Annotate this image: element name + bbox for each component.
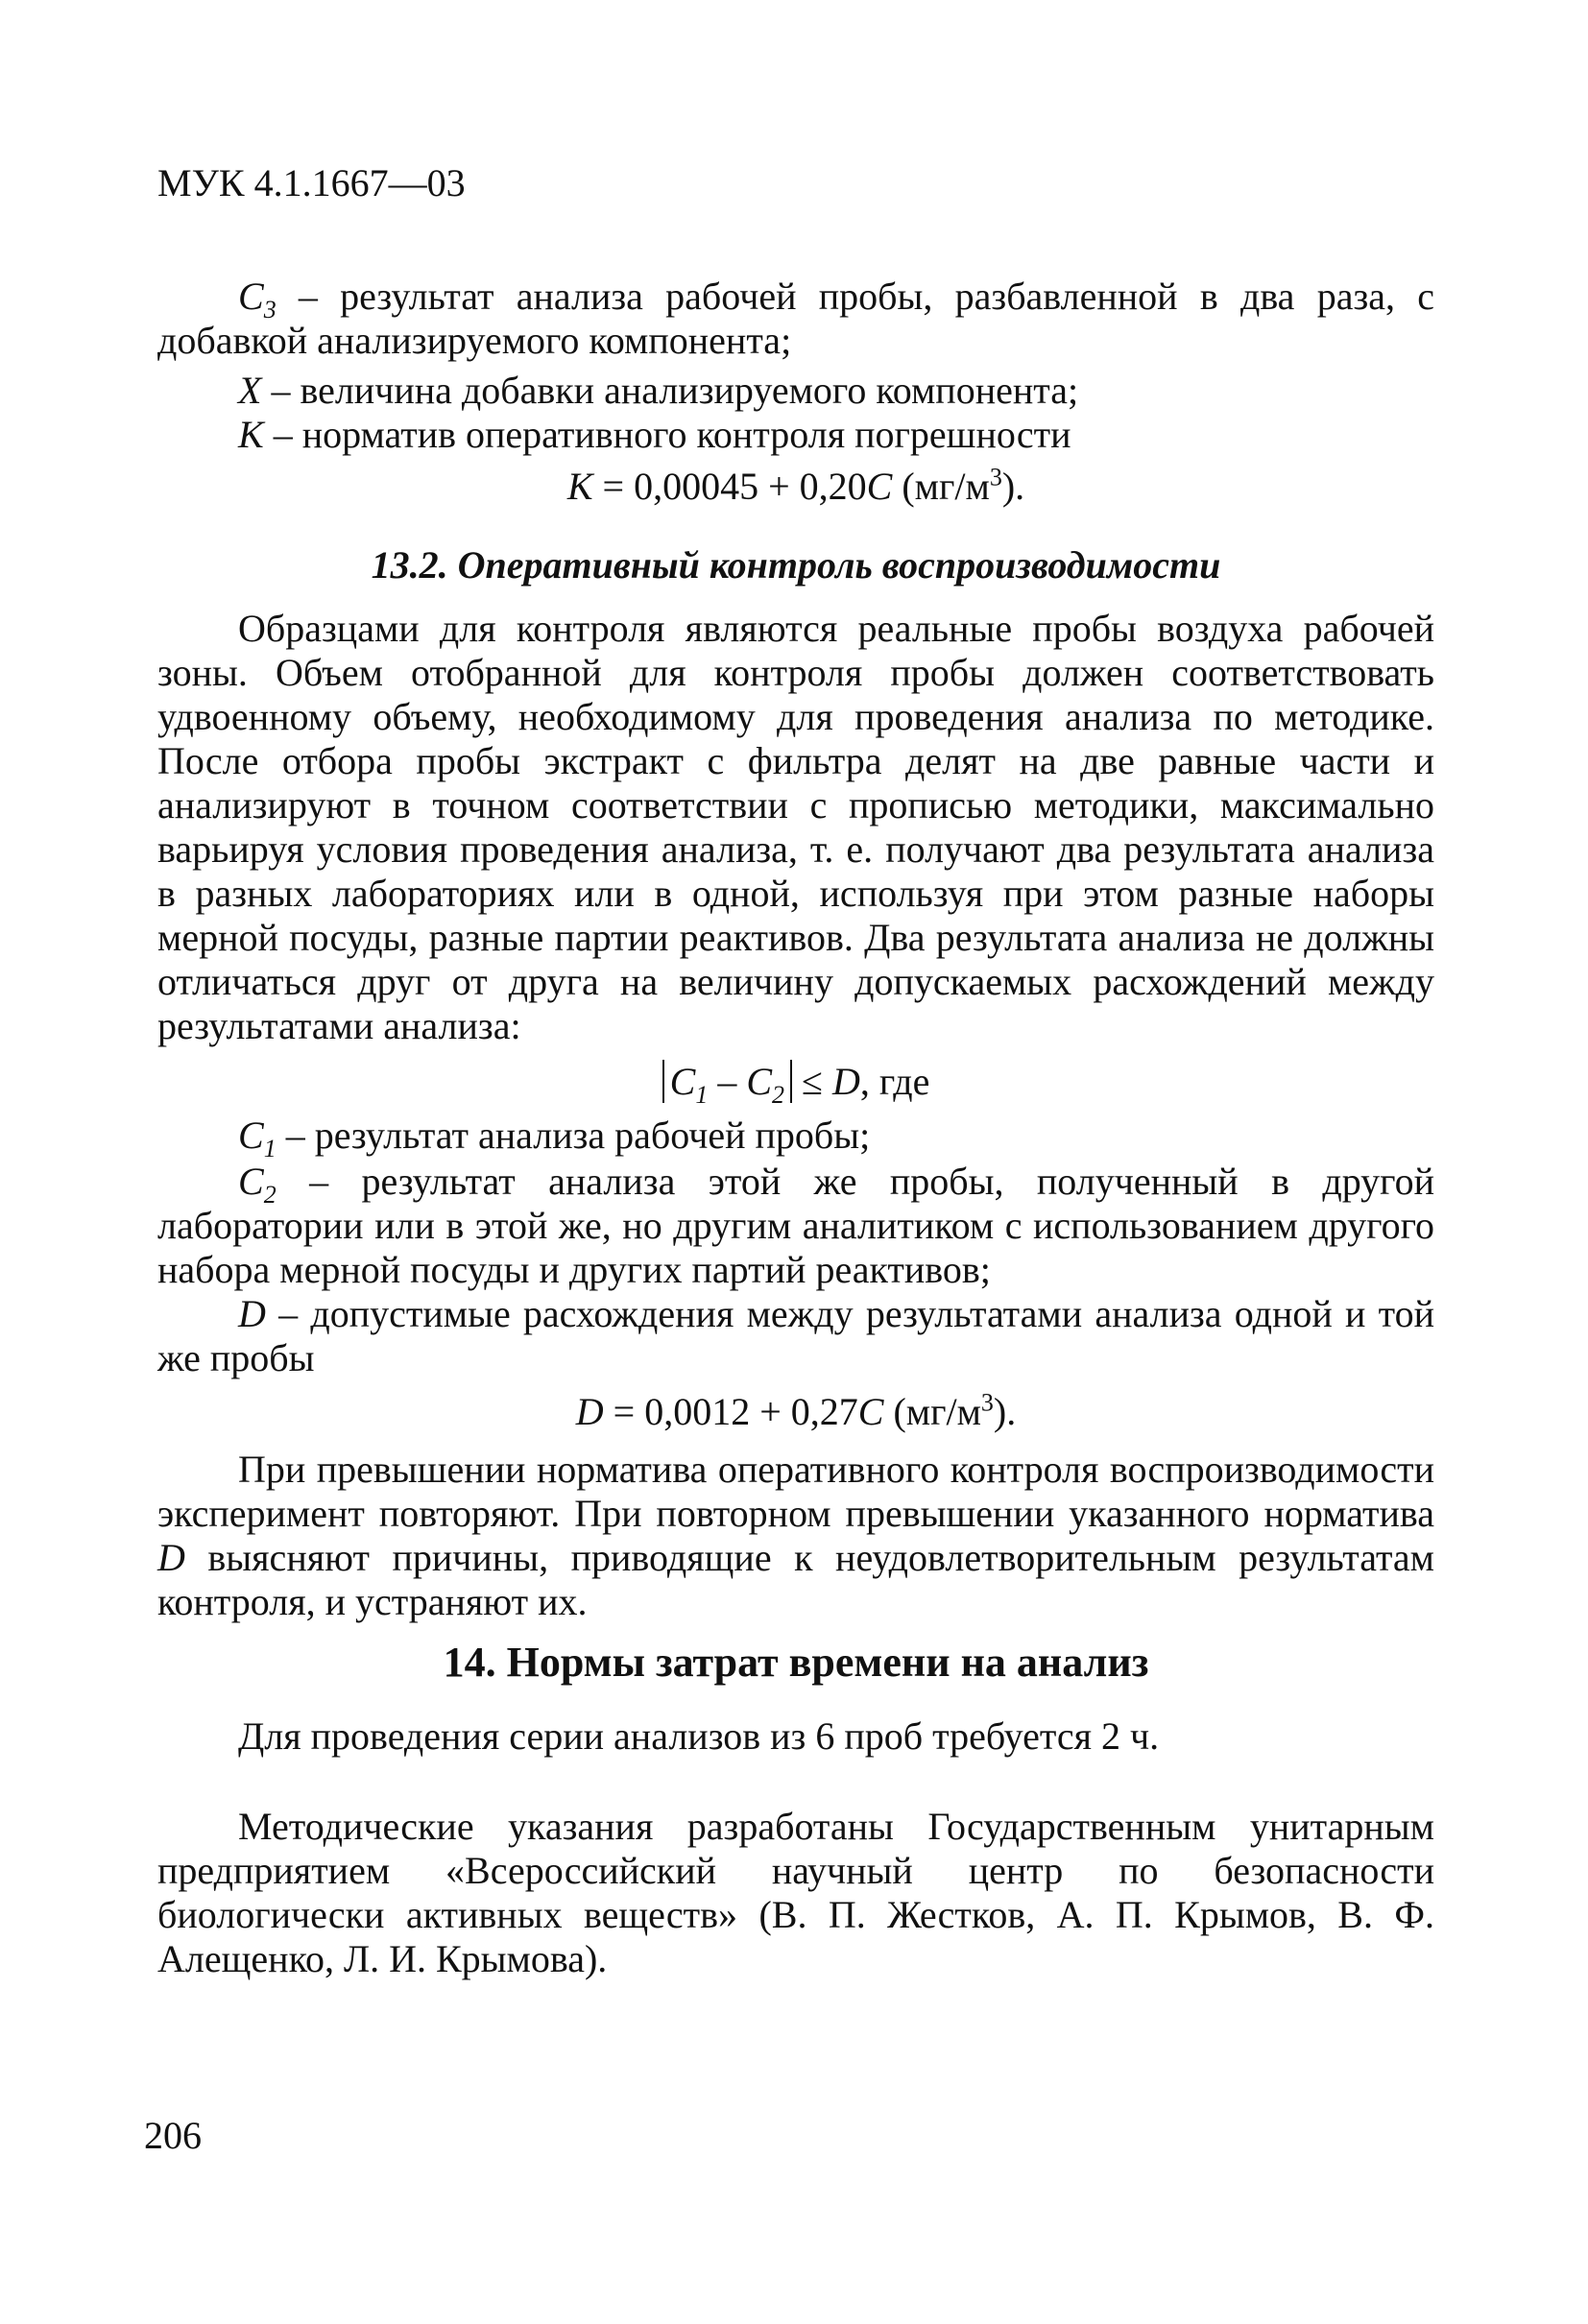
page-number: 206	[144, 2114, 202, 2157]
paragraph-credits: Методические указания разработаны Государственным унитарным предприятием «Всероссийский научный центр по безопасности биологически активных веществ» (В. П. Жестков, А. П. Крымов, В. Ф. Алещенко, Л. И. Крымова).	[157, 1805, 1434, 1980]
definition-x: X – величина добавки анализируемого компонента;	[238, 369, 1079, 412]
paragraph-time-norm: Для проведения серии анализов из 6 проб требуется 2 ч.	[238, 1714, 1160, 1758]
definition-d: D – допустимые расхождения между результатами анализа одной и той же пробы	[157, 1292, 1434, 1379]
paragraph-reproducibility: Образцами для контроля являются реальные пробы воздуха рабочей зоны. Объем отобранной для контроля пробы должен соответствовать удвоенному объему, необходимому для проведения анализа по методике. После отбора пробы экстракт с фильтра делят на две равные части и анализируют в точном соответствии с прописью методики, максимально варьируя условия проведения анализа, т. е. получают два результата анализа в разных лабораториях или в одной, используя при этом разные наборы мерной посуды, разные партии реактивов. Два результата анализа не должны отличаться друг от друга на величину допускаемых расхождений между результатами анализа:	[157, 607, 1434, 1047]
running-title: МУК 4.1.1667—03	[157, 161, 466, 204]
subsection-title: 13.2. Оперативный контроль воспроизводимости	[371, 543, 1221, 587]
definition-c2: $C_2$ – результат анализа этой же пробы, полученный в другой лаборатории или в этой же, но другим аналитиком с использованием другого набора мерной посуды и других партий реактивов;	[157, 1160, 1434, 1291]
formula-k: K = 0,00045 + 0,20C $(мг/м^3)$.	[566, 463, 1025, 508]
formula-difference: $C_1 - C_2 \le D$, где	[157, 1060, 1434, 1104]
formula-d: D = 0,0012 + 0,27C $(мг/м^3)$.	[575, 1388, 1017, 1433]
definition-c3: $C_3$ – результат анализа рабочей пробы, разбавленной в два раза, с добавкой анализируемого компонента;	[157, 275, 1434, 362]
definition-k: K – норматив оперативного контроля погрешности	[238, 413, 1071, 456]
definition-c1: $C_1$ – результат анализа рабочей пробы;	[238, 1114, 871, 1162]
section-title: 14. Нормы затрат времени на анализ	[443, 1639, 1149, 1686]
paragraph-exceedance: При превышении норматива оперативного контроля воспроизводимости эксперимент повторяют. При повторном превышении указанного норматива D выясняют причины, приводящие к неудовлетворительным результатам контроля, и устраняют их.	[157, 1448, 1434, 1623]
